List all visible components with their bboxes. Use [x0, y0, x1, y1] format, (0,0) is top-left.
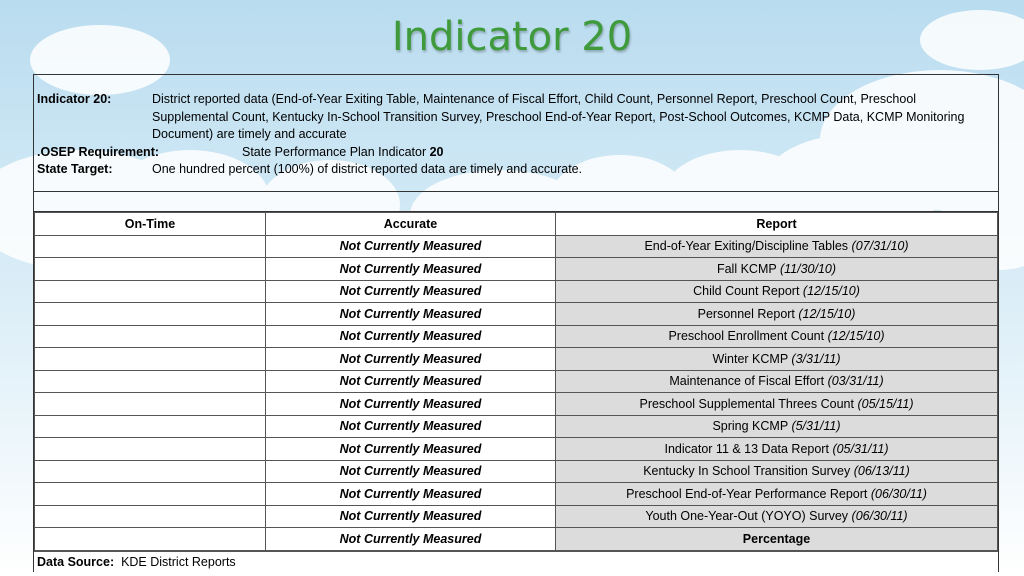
osep-text: State Performance Plan Indicator [242, 144, 427, 159]
divider [34, 191, 998, 192]
report-date: (12/15/10) [802, 284, 860, 299]
on-time-cell [35, 393, 266, 416]
table-row [35, 393, 998, 416]
report-cell [556, 258, 998, 281]
report-name: Spring KCMP [712, 419, 788, 434]
report-cell [556, 325, 998, 348]
table-row [35, 438, 998, 461]
report-date: (05/31/11) [832, 441, 889, 456]
report-name: Child Count Report [693, 284, 800, 299]
report-cell [556, 235, 998, 258]
table-row [35, 348, 998, 371]
report-name: End-of-Year Exiting/Discipline Tables [644, 239, 849, 254]
table-row-percentage [35, 528, 998, 551]
accurate-cell: Not Currently Measured [266, 348, 556, 371]
table-header-row [35, 213, 998, 236]
table-row [35, 325, 998, 348]
accurate-cell: Not Currently Measured [266, 235, 556, 258]
accurate-cell: Not Currently Measured [266, 460, 556, 483]
on-time-cell [35, 528, 266, 551]
report-name: Preschool Supplemental Threes Count [639, 396, 854, 411]
table-row [35, 483, 998, 506]
report-cell [556, 483, 998, 506]
header-accurate: Accurate [266, 213, 556, 236]
report-date: (06/30/11) [870, 486, 927, 501]
header-on-time: On-Time [35, 213, 266, 236]
table-row [35, 460, 998, 483]
report-date: (03/31/11) [827, 374, 884, 389]
report-date: (12/15/10) [827, 329, 885, 344]
indicator-panel [33, 74, 999, 572]
on-time-cell [35, 505, 266, 528]
report-name: Kentucky In School Transition Survey [643, 464, 851, 479]
report-date: (3/31/11) [791, 351, 841, 366]
target-text: One hundred percent (100%) of district reported data are timely and accurate. [152, 162, 583, 176]
report-cell [556, 460, 998, 483]
table-row [35, 370, 998, 393]
report-name: Winter KCMP [712, 351, 788, 366]
osep-label: .OSEP Requirement: [37, 144, 160, 159]
accurate-cell: Not Currently Measured [266, 325, 556, 348]
table-row [35, 303, 998, 326]
report-name: Youth One-Year-Out (YOYO) Survey [645, 509, 849, 524]
accurate-cell: Not Currently Measured [266, 280, 556, 303]
osep-requirement [242, 144, 995, 162]
on-time-cell [35, 235, 266, 258]
accurate-cell: Not Currently Measured [266, 528, 556, 551]
data-source-text: KDE District Reports [121, 555, 236, 569]
table-row [35, 258, 998, 281]
report-name: Preschool Enrollment Count [668, 329, 825, 344]
percentage-cell: Percentage [556, 528, 998, 551]
target-label: State Target: [37, 162, 113, 176]
indicator-info [37, 91, 995, 179]
on-time-cell [35, 325, 266, 348]
report-cell [556, 303, 998, 326]
header-report: Report [556, 213, 998, 236]
accurate-cell: Not Currently Measured [266, 483, 556, 506]
on-time-cell [35, 415, 266, 438]
accurate-cell: Not Currently Measured [266, 415, 556, 438]
data-source-label: Data Source: [37, 555, 115, 569]
report-date: (07/31/10) [851, 239, 909, 254]
on-time-cell [35, 303, 266, 326]
report-name: Fall KCMP [716, 261, 777, 276]
target-row [37, 161, 995, 179]
on-time-cell [35, 370, 266, 393]
report-cell [556, 280, 998, 303]
report-cell [556, 505, 998, 528]
report-cell [556, 415, 998, 438]
on-time-cell [35, 483, 266, 506]
report-date: (5/31/11) [791, 419, 841, 434]
report-table [34, 212, 998, 551]
accurate-cell: Not Currently Measured [266, 505, 556, 528]
on-time-cell [35, 460, 266, 483]
accurate-cell: Not Currently Measured [266, 258, 556, 281]
accurate-cell: Not Currently Measured [266, 438, 556, 461]
report-cell [556, 370, 998, 393]
table-row [35, 280, 998, 303]
indicator-description: District reported data (End-of-Year Exiting Table, Maintenance of Fiscal Effort, Child Count, Personnel Report, Preschool Count, Preschool Supplemental Count, Kentucky In-School Transition Survey, Preschool End-of-Year Report, Post-School Outcomes, KCMP Data, KCMP Monitoring Document) are timely and accurate [152, 92, 965, 141]
accurate-cell: Not Currently Measured [266, 393, 556, 416]
table-row [35, 505, 998, 528]
report-cell [556, 438, 998, 461]
report-date: (06/13/11) [853, 464, 910, 479]
report-name: Personnel Report [697, 306, 795, 321]
report-name: Preschool End-of-Year Performance Report [626, 486, 868, 501]
on-time-cell [35, 438, 266, 461]
osep-number: 20 [429, 144, 444, 159]
page-title: Indicator 20 [391, 14, 633, 60]
report-date: (05/15/11) [857, 396, 914, 411]
report-date: (11/30/10) [779, 261, 837, 276]
report-date: (06/30/11) [851, 509, 908, 524]
table-row [35, 415, 998, 438]
on-time-cell [35, 280, 266, 303]
accurate-cell: Not Currently Measured [266, 303, 556, 326]
accurate-cell: Not Currently Measured [266, 370, 556, 393]
indicator-row [37, 91, 995, 144]
osep-row [37, 144, 995, 162]
indicator-label: Indicator 20: [37, 92, 112, 106]
table-row [35, 235, 998, 258]
report-cell [556, 348, 998, 371]
report-name: Indicator 11 & 13 Data Report [664, 441, 829, 456]
report-cell [556, 393, 998, 416]
report-date: (12/15/10) [798, 306, 856, 321]
report-name: Maintenance of Fiscal Effort [669, 374, 825, 389]
on-time-cell [35, 258, 266, 281]
data-source [34, 551, 998, 572]
on-time-cell [35, 348, 266, 371]
